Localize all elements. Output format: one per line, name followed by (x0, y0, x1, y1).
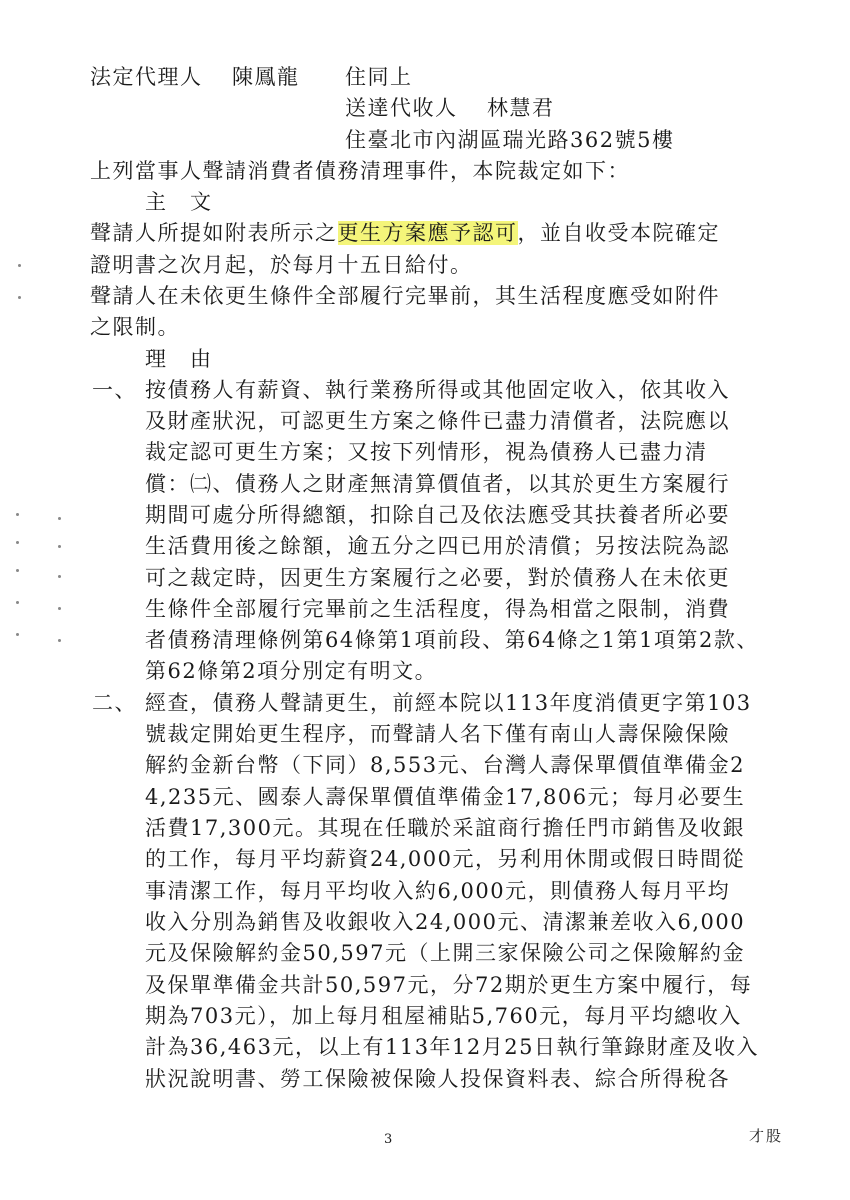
legal-agent-label: 法定代理人 (90, 65, 203, 89)
reason-1-line: 及財產狀況，可認更生方案之條件已盡力清償者，法院應以 (145, 409, 730, 433)
intro-text: 上列當事人聲請消費者債務清理事件，本院裁定如下： (90, 159, 630, 183)
reason-2-line: 收入分別為銷售及收銀收入24,000元、清潔兼差收入6,000 (145, 910, 746, 934)
reason-2-line: 事清潔工作，每月平均收入約6,000元，則債務人每月平均 (145, 879, 731, 903)
main-paragraph-2-line-1: 聲請人在未依更生條件全部履行完畢前，其生活程度應受如附件 (90, 284, 720, 308)
reason-2-line: 活費17,300元。其現在任職於采誼商行擔任門市銷售及收銀 (145, 816, 745, 840)
reason-1-line: 第62條第2項分別定有明文。 (145, 659, 438, 683)
reason-2-line: 經查，債務人聲請更生，前經本院以113年度消債更字第103 (145, 691, 752, 715)
reason-2-line: 及保單準備金共計50,597元，分72期於更生方案中履行，每 (145, 973, 753, 997)
reason-heading: 理 由 (145, 347, 213, 371)
main-paragraph-1-line-1 (90, 218, 720, 248)
reason-2-line: 4,235元、國泰人壽保單價值準備金17,806元；每月必要生 (145, 785, 746, 809)
reason-1-line: 按債務人有薪資、執行業務所得或其他固定收入，依其收入 (145, 378, 730, 402)
margin-speck (18, 264, 21, 267)
reason-1-line: 生條件全部履行完畢前之生活程度，得為相當之限制，消費 (145, 597, 730, 621)
main-paragraph-1-line-2: 證明書之次月起，於每月十五日給付。 (90, 253, 473, 277)
binding-hole-marks (10, 505, 70, 665)
main-p1-end: ，並自收受本院確定 (517, 221, 720, 245)
main-p1-start: 聲請人所提如附表所示之 (90, 221, 338, 245)
page-number: 3 (384, 1132, 393, 1147)
reason-2-marker: 二、 (92, 691, 137, 715)
recipient-label: 送達代收人 (345, 96, 458, 120)
reason-2-line: 期為703元），加上每月租屋補貼5,760元，每月平均總收入 (145, 1004, 742, 1028)
main-paragraph-2-line-2: 之限制。 (90, 315, 180, 339)
margin-speck (18, 296, 21, 299)
approved-plan-highlight: 更生方案應予認可 (337, 221, 518, 245)
reason-2-line: 計為36,463元，以上有113年12月25日執行筆錄財產及收入 (145, 1035, 760, 1059)
reason-2-line: 號裁定開始更生程序，而聲請人名下僅有南山人壽保險保險 (145, 722, 730, 746)
recipient-address: 住臺北市內湖區瑞光路362號5樓 (345, 128, 675, 152)
legal-agent-name: 陳鳳龍 (232, 65, 300, 89)
reason-2-line: 元及保險解約金50,597元（上開三家保險公司之保險解約金 (145, 941, 745, 965)
court-unit-label: 才股 (749, 1127, 784, 1145)
reason-1-line: 償：㈡、債務人之財產無清算價值者，以其於更生方案履行 (145, 472, 730, 496)
reason-1-line: 裁定認可更生方案；又按下列情形，視為債務人已盡力清 (145, 440, 708, 464)
main-heading: 主 文 (145, 190, 213, 214)
recipient-name: 林慧君 (487, 96, 555, 120)
reason-1-line: 者債務清理條例第64條第1項前段、第64條之1第1項第2款、 (145, 628, 759, 652)
reason-1-marker: 一、 (92, 378, 137, 402)
reason-2-line: 解約金新台幣（下同）8,553元、台灣人壽保單價值準備金2 (145, 753, 745, 777)
reason-1-line: 生活費用後之餘額，逾五分之四已用於清償；另按法院為認 (145, 534, 730, 558)
reason-2-line: 的工作，每月平均薪資24,000元，另利用休閒或假日時間從 (145, 847, 745, 871)
reason-1-line: 可之裁定時，因更生方案履行之必要，對於債務人在未依更 (145, 566, 730, 590)
reason-2-line: 狀況說明書、勞工保險被保險人投保資料表、綜合所得稅各 (145, 1067, 730, 1091)
reason-1-line: 期間可處分所得總額，扣除自己及依法應受其扶養者所必要 (145, 503, 730, 527)
legal-agent-address: 住同上 (345, 65, 413, 89)
